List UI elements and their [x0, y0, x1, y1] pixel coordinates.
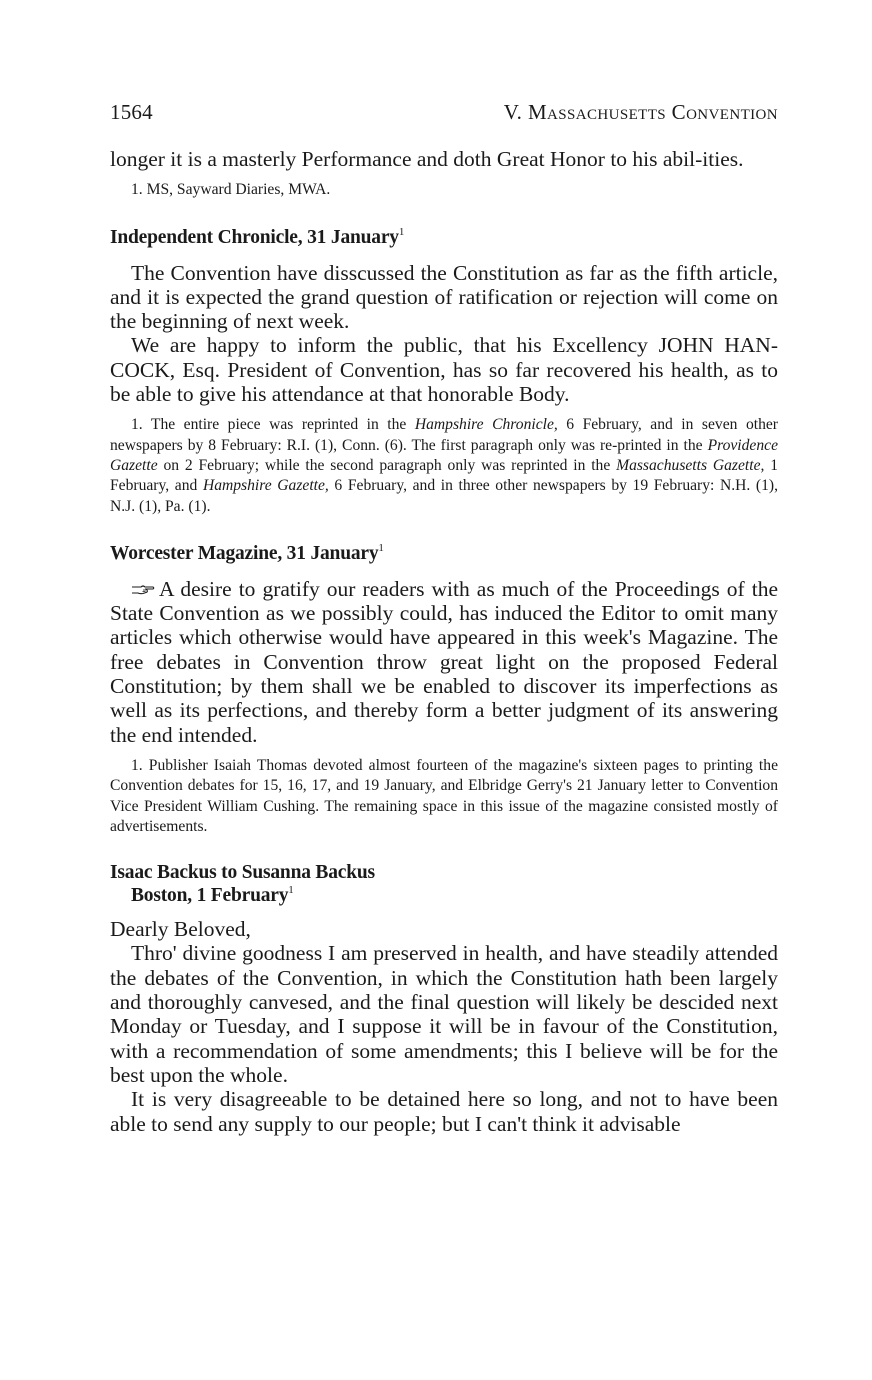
- pointing-hand-icon: [131, 583, 155, 595]
- heading-backus-letter: [110, 862, 778, 907]
- worcester-footnote: 1. Publisher Isaiah Thomas devoted almost fourteen of the magazine's sixteen pages to printing the Convention debates for 15, 16, 17, and 19 January, and Elbridge Gerry's 21 January letter to Convention Vice President William Cushing. The remaining space in this issue of the magazine consisted mostly of advertisements.: [110, 756, 778, 835]
- continuation-footnote: 1. MS, Sayward Diaries, MWA.: [131, 181, 331, 199]
- running-head: [110, 100, 778, 125]
- footnote-ref: 1: [398, 225, 405, 238]
- footnote-ref: 1: [378, 541, 384, 554]
- document-page: [110, 100, 778, 1136]
- chronicle-footnote: 1. The entire piece was reprinted in the Hampshire Chronicle, 6 February, and in seven other newspapers by 8 February: R.I. (1), Conn. (6). The first paragraph only was re-printed in the Providence Gazette on 2 February; while the second paragraph only was reprinted in the Massachusetts Gazette, 1 February, and Hampshire Gazette, 6 February, and in three other newspapers by 19 February: N.H. (1), N.J. (1), Pa. (1).: [110, 416, 779, 515]
- letter-paragraph-2: It is very disagreeable to be detained here so long, and not to have been able to send any supply to our people; but I can't think it advisable: [110, 1087, 778, 1136]
- letter-heading-line-2: Boston, 1 February$^1$: [131, 884, 294, 907]
- heading-independent-chronicle: Independent Chronicle, 31 January$^1$: [110, 225, 405, 248]
- footnote-ref: 1: [288, 884, 294, 897]
- worcester-paragraph-1: A desire to gratify our readers with as much of the Proceedings of the State Convention as we possibly could, has induced the Editor to omit many articles which otherwise would have appeared in this week's Magazine. The free debates in Convention throw great light on the proposed Federal Constitution; by them shall we be enabled to discover its imperfections as well as its perfections, and thereby form a better judgment of its answering the end intended.: [110, 576, 778, 747]
- chronicle-paragraph-1: The Convention have disscussed the Constitution as far as the fifth article, and it is expected the grand question of ratification or rejection will come on the beginning of next week.: [110, 260, 778, 334]
- heading-worcester-magazine: Worcester Magazine, 31 January$^1$: [110, 541, 384, 564]
- section-title: V. Massachusetts Convention: [503, 100, 778, 124]
- page-number: 1564: [110, 100, 153, 124]
- chronicle-paragraph-2: We are happy to inform the public, that his Excellency JOHN HAN-COCK, Esq. President of Convention, has so far recovered his health, as to be able to give his attendance at that honorable Body.: [110, 333, 778, 407]
- continuation-text: longer it is a masterly Performance and doth Great Honor to his abil-ities.: [110, 147, 744, 171]
- letter-heading-line-1: Isaac Backus to Susanna Backus: [110, 862, 375, 884]
- letter-salutation: Dearly Beloved,: [110, 917, 251, 942]
- letter-paragraph-1: Thro' divine goodness I am preserved in health, and have steadily attended the debates of the Convention, in which the Constitution hath been largely and thoroughly canvesed, and the final question will likely be descided next Monday or Tuesday, and I suppose it will be in favour of the Constitution, with a recommendation of some amendments; this I believe will be for the best upon the whole.: [110, 941, 778, 1087]
